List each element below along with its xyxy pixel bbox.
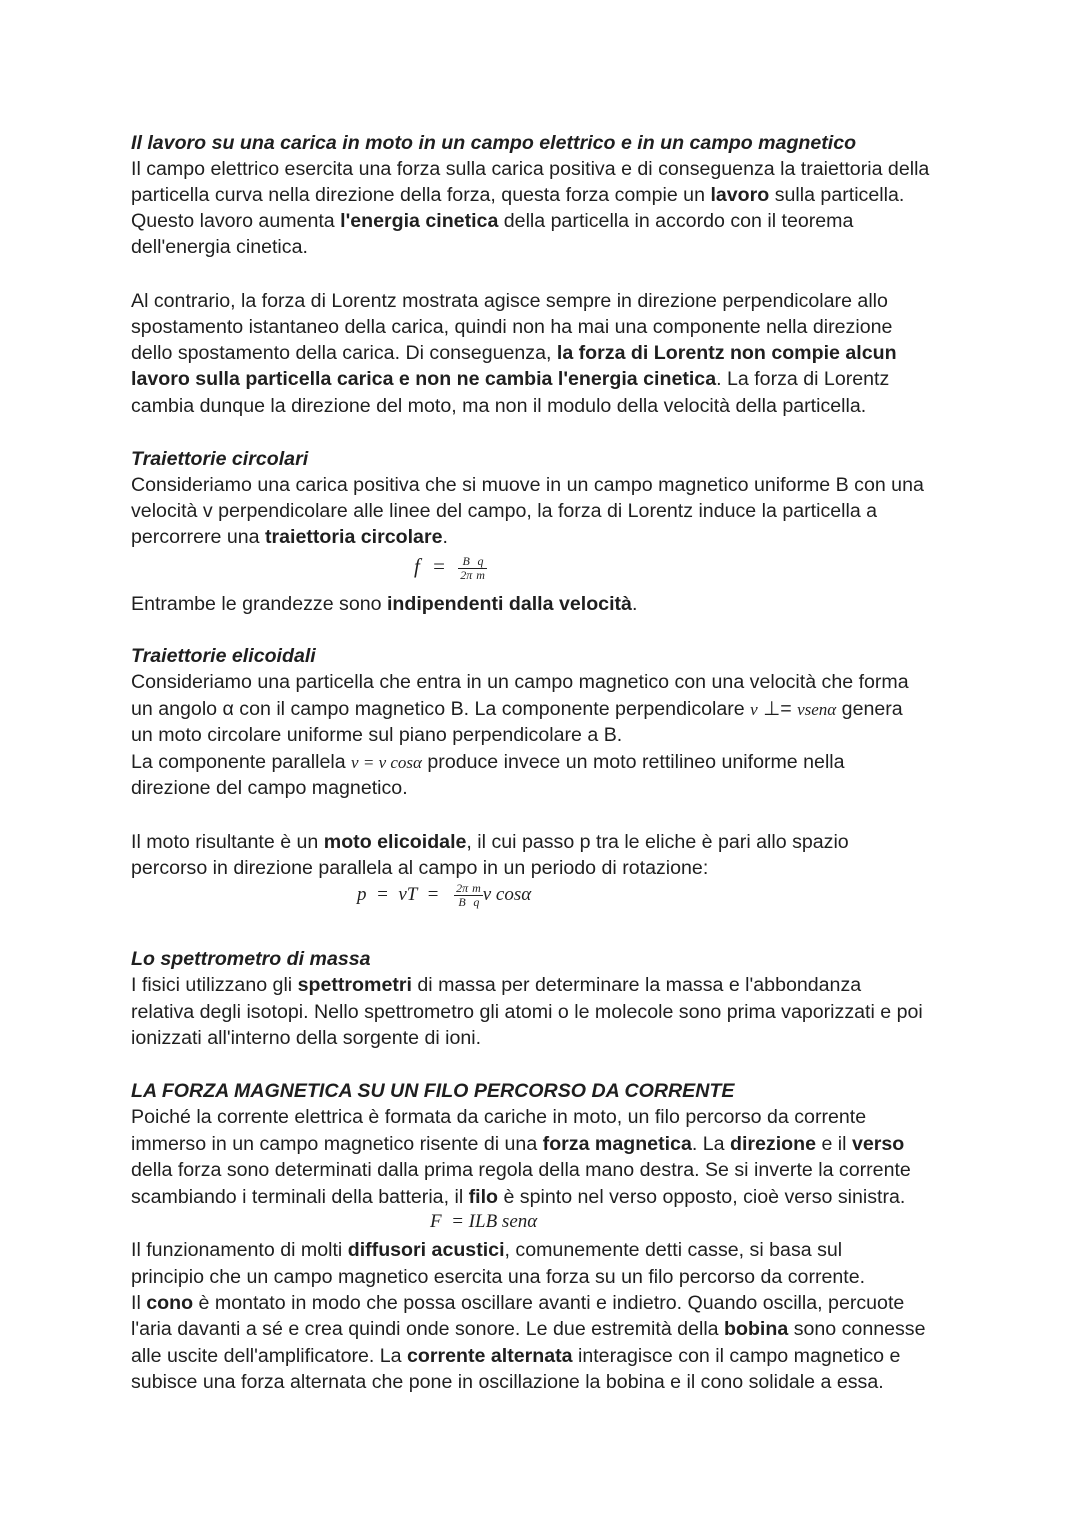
heading-elicoidali: Traiettorie elicoidali xyxy=(131,645,316,667)
fraction: $\frac{m}{q}$ xyxy=(472,881,481,909)
text-line: spostamento istantaneo della carica, quindi non ha mai una componente nella direzione xyxy=(131,316,893,338)
text-line: Poiché la corrente elettrica è formata da cariche in moto, un filo percorso da corrente xyxy=(131,1106,867,1128)
text-line: Al contrario, la forza di Lorentz mostrata agisce sempre in direzione perpendicolare allo xyxy=(131,290,888,312)
text-line: particella curva nella direzione della forza, questa forza compie un lavoro sulla particella. xyxy=(131,184,905,206)
text-line: direzione del campo magnetico. xyxy=(131,777,408,799)
text-line: Consideriamo una carica positiva che si muove in un campo magnetico uniforme B con una xyxy=(131,474,924,496)
text-line: relativa degli isotopi. Nello spettrometro gli atomi o le molecole sono prima vaporizzati e poi xyxy=(131,1001,923,1023)
text-line: della forza sono determinati dalla prima regola della mano destra. Se si inverte la corrente xyxy=(131,1159,911,1181)
text-line: un angolo α con il campo magnetico B. La componente perpendicolare v ⊥= vsenα genera xyxy=(131,698,903,720)
text-line: Il campo elettrico esercita una forza sulla carica positiva e di conseguenza la traiettoria della xyxy=(131,158,930,180)
text-line: alle uscite dell'amplificatore. La corrente alternata interagisce con il campo magnetico e xyxy=(131,1345,901,1367)
fraction: $\frac{B}{2\pi}$ xyxy=(460,553,473,582)
text-line: l'aria davanti a sé e crea quindi onde sonore. Le due estremità della bobina sono connesse xyxy=(131,1318,926,1340)
heading-filo: LA FORZA MAGNETICA SU UN FILO PERCORSO DA CORRENTE xyxy=(131,1080,735,1102)
text-line: un moto circolare uniforme sul piano perpendicolare a B. xyxy=(131,724,623,746)
text-line: lavoro sulla particella carica e non ne cambia l'energia cinetica. La forza di Lorentz xyxy=(131,368,890,390)
text-line: Il funzionamento di molti diffusori acustici, comunemente detti casse, si basa sul xyxy=(131,1239,843,1261)
text-line: percorso in direzione parallela al campo in un periodo di rotazione: xyxy=(131,857,709,879)
text-line: I fisici utilizzano gli spettrometri di massa per determinare la massa e l'abbondanza xyxy=(131,974,862,996)
magnetic-force-formula: F = ILB senα xyxy=(430,1211,538,1232)
helix-pitch-formula: p = vT = $\frac{2\pi}{B}$ $\frac{m}{q}$ v cosα xyxy=(357,881,532,909)
fraction: $\frac{q}{m}$ xyxy=(476,553,485,582)
text-line: dello spostamento della carica. Di conseguenza, la forza di Lorentz non compie alcun xyxy=(131,342,897,364)
fraction: $\frac{2\pi}{B}$ xyxy=(456,881,469,909)
text-line: Il moto risultante è un moto elicoidale, il cui passo p tra le eliche è pari allo spazio xyxy=(131,831,849,853)
text-line: ionizzati all'interno della sorgente di ioni. xyxy=(131,1027,482,1049)
text-line: subisce una forza alternata che pone in oscillazione la bobina e il cono solidale a essa. xyxy=(131,1371,884,1393)
text-line: velocità v perpendicolare alle linee del campo, la forza di Lorentz induce la particella a xyxy=(131,500,878,522)
text-line: Il cono è montato in modo che possa oscillare avanti e indietro. Quando oscilla, percuote xyxy=(131,1292,905,1314)
heading-lavoro: Il lavoro su una carica in moto in un campo elettrico e in un campo magnetico xyxy=(131,132,857,154)
frequency-formula: f = $\frac{B}{2\pi}$ $\frac{q}{m}$ xyxy=(414,553,485,582)
text-line: Entrambe le grandezze sono indipendenti dalla velocità. xyxy=(131,593,638,615)
text-line: La componente parallela v = v cosα produce invece un moto rettilineo uniforme nella xyxy=(131,751,845,773)
text-line: principio che un campo magnetico esercita una forza su un filo percorso da corrente. xyxy=(131,1266,866,1288)
text-line: percorrere una traiettoria circolare. xyxy=(131,526,448,548)
text-line: cambia dunque la direzione del moto, ma non il modulo della velocità della particella. xyxy=(131,395,867,417)
text-line: dell'energia cinetica. xyxy=(131,236,308,258)
heading-circolari: Traiettorie circolari xyxy=(131,448,309,470)
text-line: Questo lavoro aumenta l'energia cinetica della particella in accordo con il teorema xyxy=(131,210,854,232)
heading-spettrometro: Lo spettrometro di massa xyxy=(131,948,371,970)
text-line: immerso in un campo magnetico risente di una forza magnetica. La direzione e il verso xyxy=(131,1133,905,1155)
text-line: Consideriamo una particella che entra in un campo magnetico con una velocità che forma xyxy=(131,671,909,693)
text-line: scambiando i terminali della batteria, il filo è spinto nel verso opposto, cioè verso sinistra. xyxy=(131,1186,906,1208)
